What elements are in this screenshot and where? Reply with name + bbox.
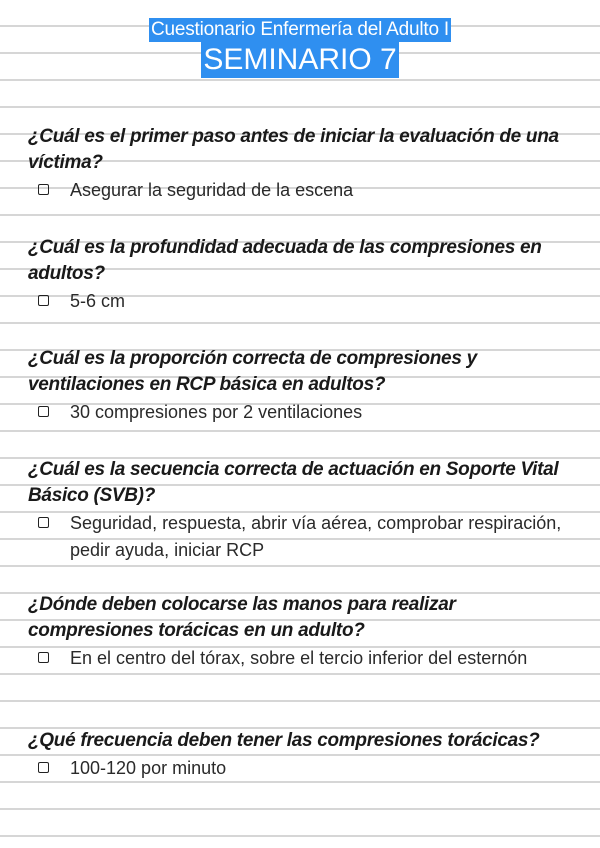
checkbox-icon[interactable] [38,295,49,306]
checkbox-icon[interactable] [38,517,49,528]
question-block-4 [28,457,580,564]
question-block-5 [28,592,580,672]
question-block-2 [28,235,580,315]
question-text: ¿Cuál es la proporción correcta de compresiones y ventilaciones en RCP básica en adultos? [28,348,477,395]
answer-text: 5-6 cm [70,291,126,311]
answer-item [28,399,580,426]
answer-item [28,645,580,672]
answer-item [28,177,580,204]
answer-text: Seguridad, respuesta, abrir vía aérea, comprobar respiración, pedir ayuda, iniciar RCP [70,513,562,560]
checkbox-icon[interactable] [38,652,49,663]
question-text: ¿Cuál es la profundidad adecuada de las compresiones en adultos? [28,237,542,284]
document-title: SEMINARIO 7 [203,43,397,76]
question-text: ¿Cuál es la secuencia correcta de actuación en Soporte Vital Básico (SVB)? [28,459,559,506]
question-block-6 [28,728,580,782]
checkbox-icon[interactable] [38,184,49,195]
question-text: ¿Qué frecuencia deben tener las compresiones torácicas? [28,730,540,751]
checkbox-icon[interactable] [38,406,49,417]
question-block-3 [28,346,580,426]
question-text: ¿Dónde deben colocarse las manos para realizar compresiones torácicas en un adulto? [28,594,456,641]
answer-item [28,755,580,782]
answer-text: 30 compresiones por 2 ventilaciones [70,402,363,422]
answer-text: Asegurar la seguridad de la escena [70,180,354,200]
question-text: ¿Cuál es el primer paso antes de iniciar la evaluación de una víctima? [28,126,559,173]
page-header [0,18,600,78]
answer-item [28,510,580,564]
answer-text: En el centro del tórax, sobre el tercio inferior del esternón [70,648,528,668]
document-subtitle: Cuestionario Enfermería del Adulto I [150,19,450,40]
question-block-1 [28,124,580,204]
answer-text: 100-120 por minuto [70,758,227,778]
checkbox-icon[interactable] [38,762,49,773]
answer-item [28,288,580,315]
